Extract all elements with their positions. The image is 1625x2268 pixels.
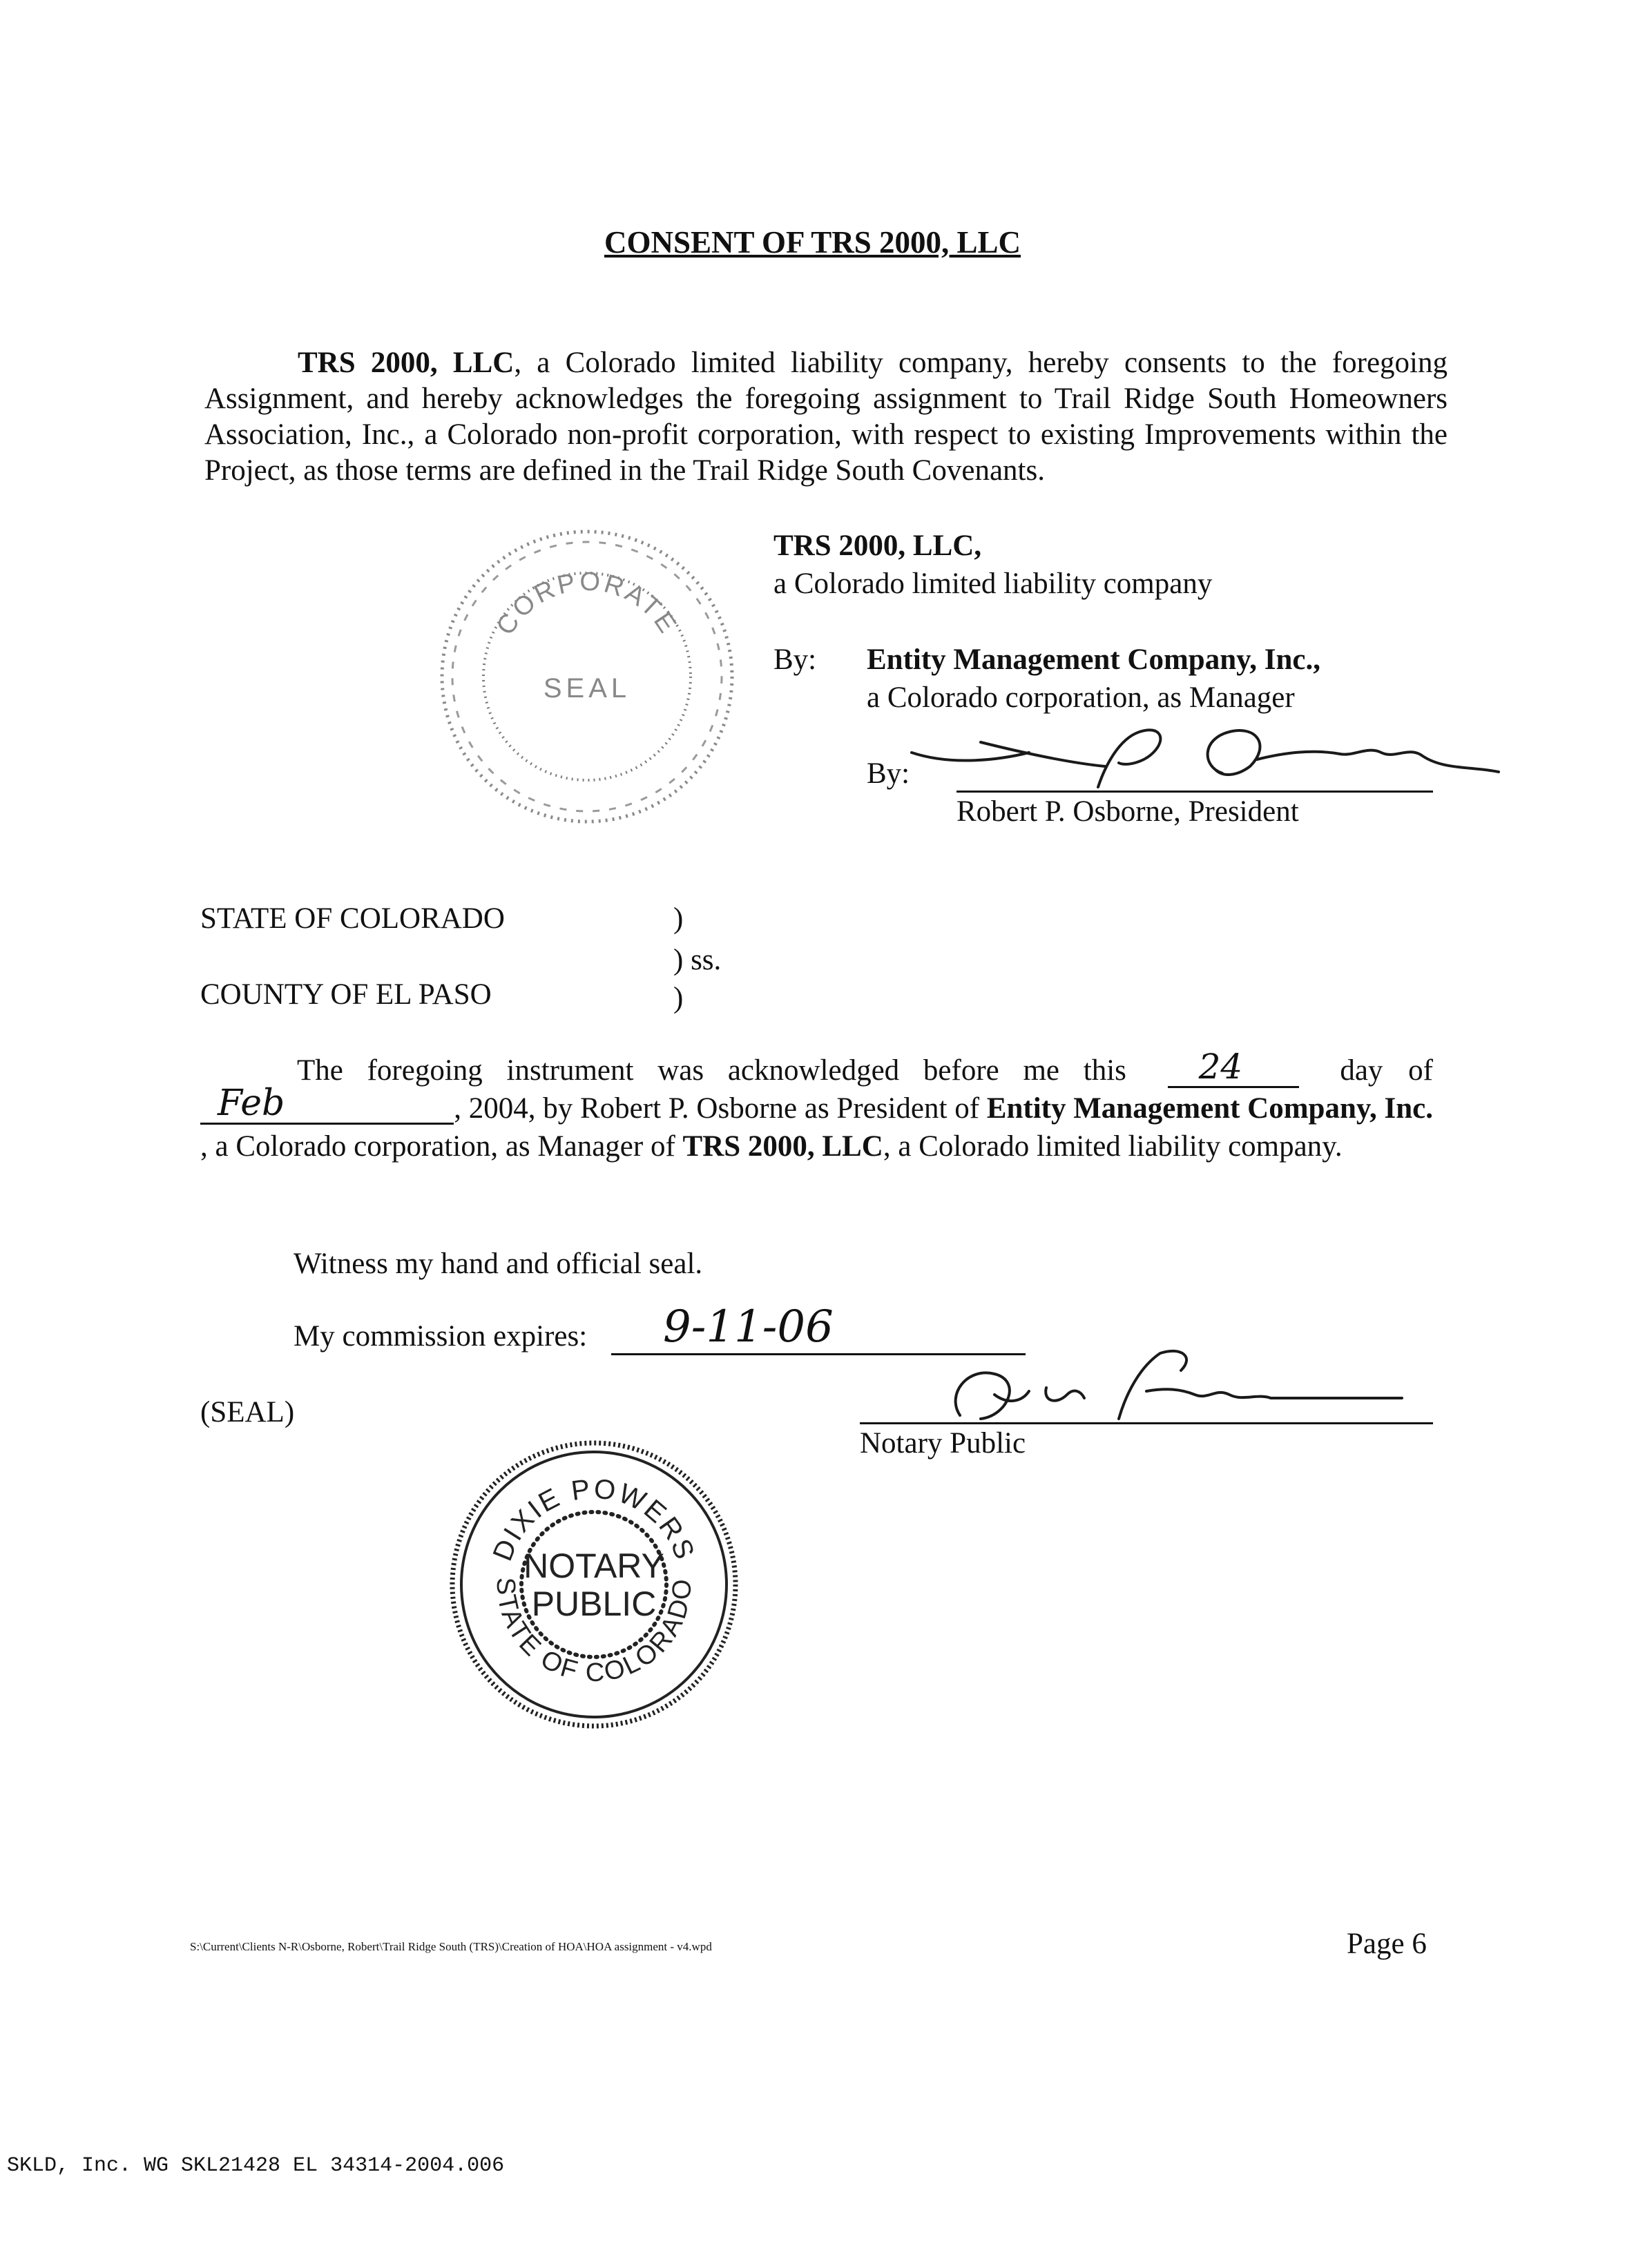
by-label-2: By: (867, 757, 910, 790)
manager-name: Entity Management Company, Inc., (867, 643, 1320, 676)
ack-line-1 (297, 1047, 1433, 1089)
consent-paragraph (204, 345, 1448, 489)
ack-tail: , a Colorado limited liability company. (883, 1130, 1343, 1163)
venue-paren-3: ) (673, 982, 684, 1014)
consent-entity: TRS 2000, LLC (298, 347, 515, 379)
venue-ss: ) ss. (673, 944, 722, 976)
corporate-seal (425, 514, 749, 839)
venue-county: COUNTY OF EL PASO (200, 978, 492, 1011)
signer-name: Robert P. Osborne, President (956, 795, 1299, 828)
notary-public-label: Notary Public (860, 1427, 1026, 1460)
notary-seal-state: STATE OF COLORADO (490, 1576, 698, 1688)
consent-text: , a Colorado limited liability company, hereby consents to the foregoing Assignment, and hereby acknowledges the foregoing assignment to Trail Ridge South Homeowners Association, Inc., a Colorado non-profit corporation, with respect to existing Improvements within the Project, as those terms are defined in the Trail Ridge South Covenants. (204, 347, 1448, 487)
footer-file-path: S:\Current\Clients N-R\Osborne, Robert\Trail Ridge South (TRS)\Creation of HOA\HOA assignment - v4.wpd (190, 1940, 712, 1953)
manager-desc: a Colorado corporation, as Manager (867, 681, 1295, 714)
corporate-seal-center-text: SEAL (543, 673, 631, 704)
notary-seal-name: DIXIE POWERS (487, 1473, 701, 1565)
witness-text: Witness my hand and official seal. (294, 1248, 703, 1280)
ack-lead: The foregoing instrument was acknowledged before me this (297, 1054, 1126, 1087)
ack-line-3 (200, 1129, 1433, 1165)
ack-bold-entity: Entity Management Company, Inc. (986, 1092, 1433, 1125)
ack-month-handwritten: Feb (218, 1083, 285, 1124)
ack-day-of: day of (1340, 1054, 1433, 1087)
footer-page-number: Page 6 (1347, 1928, 1427, 1960)
signature-company-desc: a Colorado limited liability company (773, 568, 1213, 600)
ack-line-2 (200, 1083, 1433, 1127)
svg-text:CORPORATE (491, 567, 684, 640)
ack-mid: , a Colorado corporation, as Manager of (200, 1130, 675, 1163)
commission-label: My commission expires: (294, 1320, 588, 1353)
ack-day-handwritten: 24 (1198, 1047, 1243, 1087)
notary-seal (442, 1433, 746, 1736)
signature-company: TRS 2000, LLC, (773, 530, 982, 562)
corporate-seal-top-text: CORPORATE (490, 567, 684, 641)
ack-after-month: , 2004, by Robert P. Osborne as President of (454, 1092, 980, 1125)
notary-seal-line2: PUBLIC (531, 1584, 657, 1623)
footer-recording-stamp: SKLD, Inc. WG SKL21428 EL 34314-2004.006 (7, 2154, 505, 2178)
commission-date-handwritten: 9-11-06 (663, 1301, 834, 1353)
notary-seal-line1: NOTARY (523, 1547, 664, 1585)
by-label-1: By: (773, 643, 817, 676)
notary-signature-line (860, 1422, 1433, 1424)
venue-state: STATE OF COLORADO (200, 902, 505, 935)
document-title: CONSENT OF TRS 2000, LLC (604, 225, 1021, 260)
venue-paren-1: ) (673, 902, 684, 935)
seal-label: (SEAL) (200, 1396, 295, 1428)
ack-bold-trs: TRS 2000, LLC (682, 1130, 883, 1163)
